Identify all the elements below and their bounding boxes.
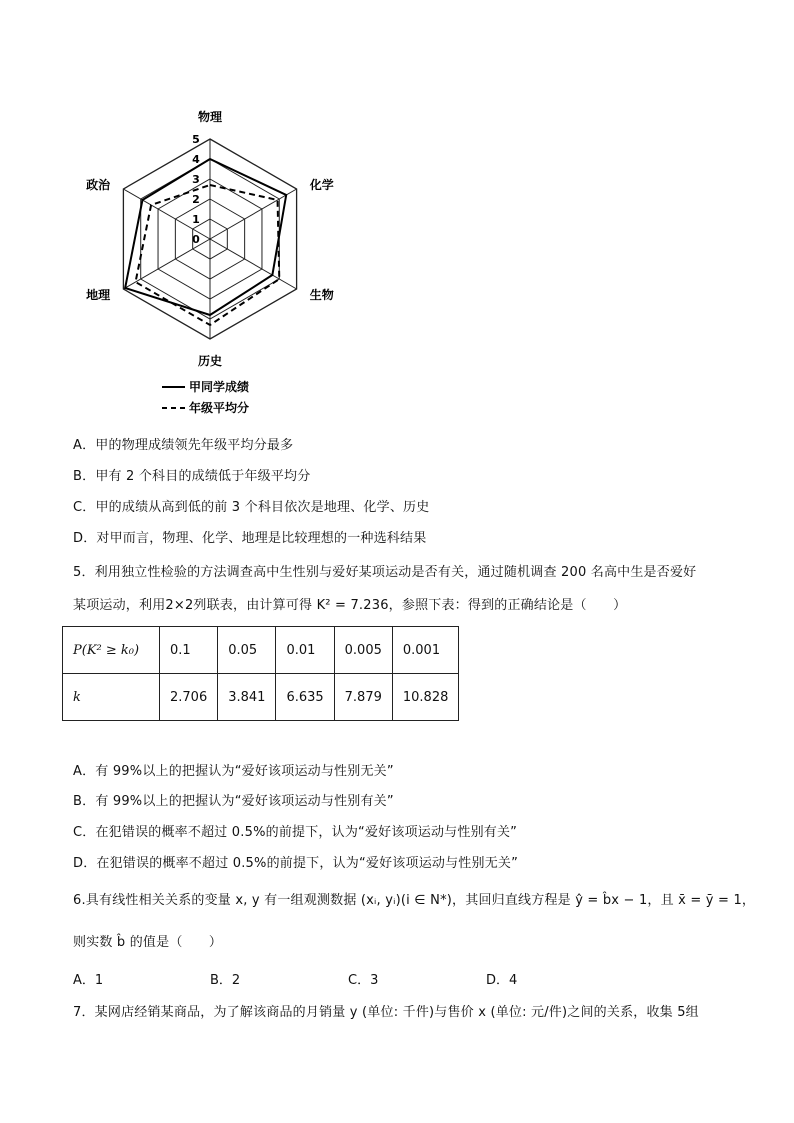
q4-option-b[interactable]: B．甲有 2 个科目的成绩低于年级平均分 [73,469,311,484]
q4-option-c[interactable]: C．甲的成绩从高到低的前 3 个科目依次是地理、化学、历史 [73,500,430,515]
q6-option-d[interactable]: D．4 [486,973,518,988]
axis-label: 地理 [86,288,111,302]
q7-stem-line-1: 7．某网店经销某商品，为了解该商品的月销量 y (单位: 千件)与售价 x (单位: 元/件)之间的关系，收集 5组 [73,1005,699,1020]
axis-label: 化学 [309,178,334,192]
q6-stem-line-2: 则实数 b̂ 的值是（ ） [73,935,223,950]
table-cell: 0.05 [218,627,276,674]
table-cell: 0.01 [276,627,334,674]
tick-label: 2 [192,193,200,206]
legend-series-1: 甲同学成绩 [189,380,250,394]
table-cell: 0.001 [392,627,459,674]
table-row [63,674,459,721]
q6-option-c[interactable]: C．3 [348,973,379,988]
grid-spoke [210,239,297,289]
tick-label: 0 [192,233,200,246]
axis-label: 生物 [309,288,334,302]
axis-label: 历史 [197,354,223,368]
q6-option-a[interactable]: A．1 [73,973,104,988]
tick-label: 3 [192,173,200,186]
q5-stem-line-2: 某项运动，利用2×2列联表，由计算可得 K² = 7.236，参照下表：得到的正确结论是（ ） [73,598,627,613]
table-cell: 6.635 [276,674,334,721]
table-cell: 0.1 [160,627,218,674]
table-cell: 10.828 [392,674,459,721]
q5-option-d[interactable]: D．在犯错误的概率不超过 0.5%的前提下，认为“爱好该项运动与性别无关” [73,856,519,871]
table-header-k: k [63,674,160,721]
q4-option-d[interactable]: D．对甲而言，物理、化学、地理是比较理想的一种选科结果 [73,531,427,546]
q5-option-a[interactable]: A．有 99%以上的把握认为“爱好该项运动与性别无关” [73,764,394,779]
q5-option-c[interactable]: C．在犯错误的概率不超过 0.5%的前提下，认为“爱好该项运动与性别有关” [73,825,518,840]
q5-stem-line-1: 5．利用独立性检验的方法调查高中生性别与爱好某项运动是否有关，通过随机调查 200 名高中生是否爱好 [73,565,697,580]
axis-label: 政治 [86,178,111,192]
q4-option-a[interactable]: A．甲的物理成绩领先年级平均分最多 [73,438,294,453]
legend-series-2: 年级平均分 [189,401,250,415]
grid-spoke [123,239,210,289]
tick-label: 5 [192,133,200,146]
table-cell: 3.841 [218,674,276,721]
radar-grid [123,139,296,339]
q6-option-b[interactable]: B．2 [210,973,241,988]
table-cell: 7.879 [334,674,392,721]
tick-label: 1 [192,213,200,226]
q6-stem-line-1: 6.具有线性相关关系的变量 x, y 有一组观测数据 (xᵢ, yᵢ)(i ∈ N*)，其回归直线方程是 ŷ = b̂x − 1，且 x̄ = ȳ = 1， [73,893,756,908]
table-cell: 0.005 [334,627,392,674]
critical-value-table [62,626,459,721]
chart-legend [162,379,249,415]
table-cell: 2.706 [160,674,218,721]
table-header-p: P(K² ≥ k₀) [63,627,160,674]
q5-option-b[interactable]: B．有 99%以上的把握认为“爱好该项运动与性别有关” [73,794,394,809]
radar-chart [70,100,360,420]
table-row [63,627,459,674]
tick-label: 4 [192,153,200,166]
axis-label: 物理 [197,110,223,124]
